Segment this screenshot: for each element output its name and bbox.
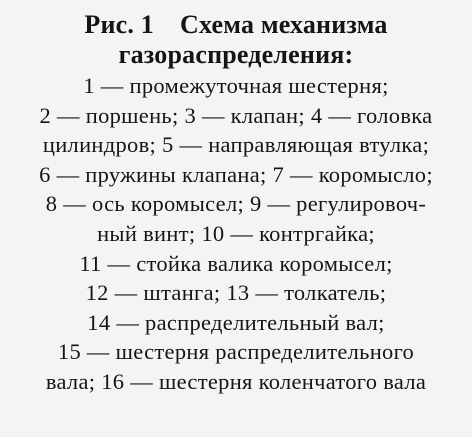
legend-line: 1 — промежуточная шестерня; — [83, 73, 389, 98]
legend-line: 2 — поршень; 3 — клапан; 4 — головка — [39, 102, 433, 128]
figure-caption-title — [0, 10, 472, 70]
legend-line: цилиндров; 5 — направляющая втулка; — [42, 132, 430, 158]
figure-number-label: Рис. 1 — [84, 10, 154, 39]
legend-line: 12 — штанга; 13 — толкатель; — [85, 280, 387, 306]
legend-line: 8 — ось коромысел; 9 — регулировоч- — [45, 191, 427, 217]
legend-line: 11 — стойка валика коромысел; — [79, 250, 393, 276]
legend-line: 6 — пружины клапана; 7 — коромысло; — [39, 161, 433, 187]
legend-line: 15 — шестерня распределительного — [57, 339, 415, 365]
legend-line: вала; 16 — шестерня коленчатого вала — [45, 368, 427, 394]
figure-title-part-2: газораспределения: — [118, 40, 354, 69]
caption-title-line-1 — [0, 10, 472, 40]
legend-line: 14 — распределительный вал; — [87, 309, 385, 335]
figure-title-part-1: Схема механизма — [179, 10, 388, 39]
legend-text — [0, 71, 472, 397]
legend-line: ный винт; 10 — контргайка; — [97, 220, 375, 246]
